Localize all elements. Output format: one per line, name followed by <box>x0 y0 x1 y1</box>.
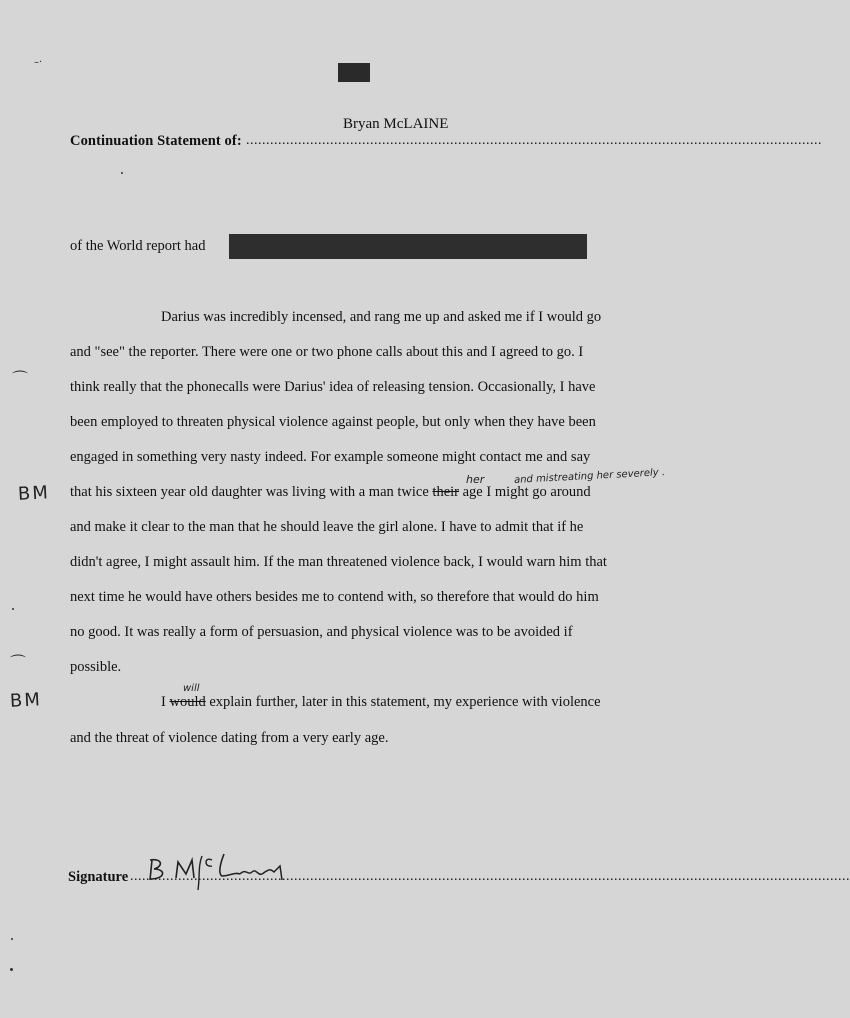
body-line-5: engaged in something very nasty indeed. For example someone might contact me and say <box>70 449 591 465</box>
body-line-2: and "see" the reporter. There were one or two phone calls about this and I agreed to go. I <box>70 344 584 360</box>
margin-initials: BM <box>9 689 43 712</box>
body-line-4: been employed to threaten physical violence against people, but only when they have been <box>70 414 596 430</box>
scan-speck <box>121 172 123 174</box>
body-line-13: and the threat of violence dating from a very early age. <box>70 730 389 746</box>
body-line-7: and make it clear to the man that he should leave the girl alone. I have to admit that if he <box>70 519 584 535</box>
body-line-6 <box>70 484 591 501</box>
margin-tick-mark: ⌒ <box>10 653 27 672</box>
body-line-9: next time he would have others besides me to contend with, so therefore that would do him <box>70 589 599 605</box>
body-line-6-age: age <box>459 484 483 500</box>
redaction-block-top <box>338 63 370 82</box>
scan-speck <box>11 938 13 940</box>
continuation-label: Continuation Statement of: <box>70 133 242 149</box>
body-line-8: didn't agree, I might assault him. If the man threatened violence back, I would warn him that <box>70 554 607 570</box>
struck-word-would: would <box>169 694 206 710</box>
intro-line: of the World report had <box>70 238 206 254</box>
body-line-6-text: that his sixteen year old daughter was living with a man twice <box>70 484 429 500</box>
body-line-10: no good. It was really a form of persuasion, and physical violence was to be avoided if <box>70 624 573 640</box>
body-line-6-tail: I might go around <box>482 484 591 500</box>
handwritten-insert-will: will <box>183 683 200 694</box>
scan-speck <box>10 968 13 971</box>
scan-speck <box>12 608 14 610</box>
signature-label: Signature <box>68 869 129 885</box>
struck-word-their: their <box>432 484 459 500</box>
handwritten-signature <box>140 846 300 896</box>
signature-dots: .................................................................................................................................................................................... <box>130 869 850 884</box>
margin-initials: BM <box>17 482 51 505</box>
paragraph2-rest: explain further, later in this statement, my experience with violence <box>205 694 601 710</box>
handwritten-insert-mistreating: and mistreating her severely . <box>513 467 666 486</box>
body-line-3: think really that the phonecalls were Darius' idea of releasing tension. Occasionally, I have <box>70 379 596 395</box>
paragraph2-prefix: I <box>161 694 166 710</box>
continuation-dots: ................................................................................................................................................ <box>246 133 822 148</box>
margin-tick-mark: –· <box>34 57 43 68</box>
body-line-1: Darius was incredibly incensed, and rang me up and asked me if I would go <box>161 309 602 325</box>
statement-name: Bryan McLAINE <box>343 116 449 132</box>
redaction-block-wide <box>229 234 587 259</box>
margin-tick-mark: ⌒ <box>12 369 29 388</box>
body-line-12 <box>161 694 601 711</box>
handwritten-insert-her: her <box>466 473 485 486</box>
body-line-11: possible. <box>70 659 122 675</box>
